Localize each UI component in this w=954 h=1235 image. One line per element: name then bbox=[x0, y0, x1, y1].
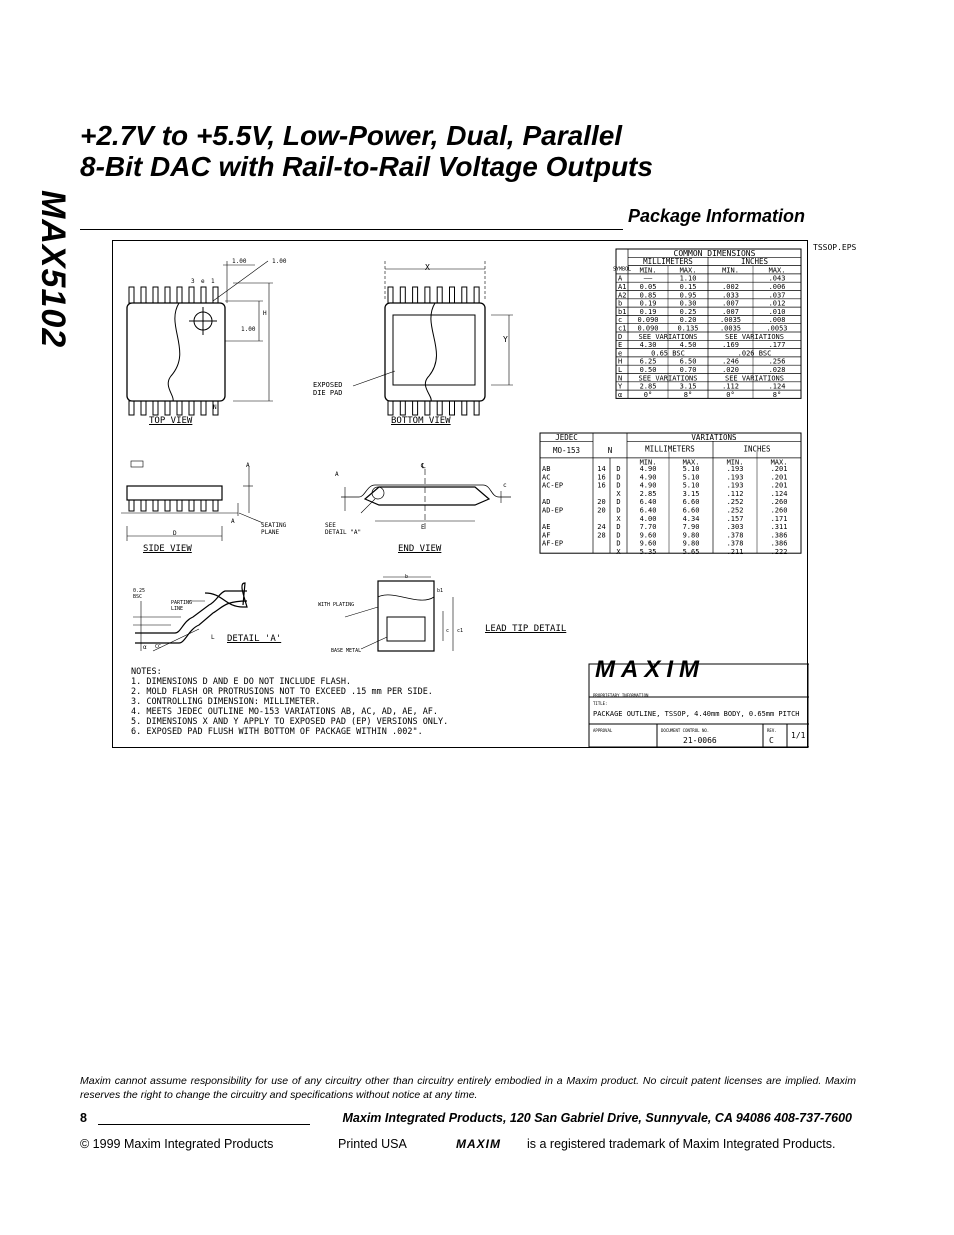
common-value-cell: 0.090 bbox=[637, 316, 659, 325]
common-symbol-cell: A1 bbox=[618, 283, 627, 291]
variations-value-cell: 5.10 bbox=[682, 473, 700, 482]
variations-n-cell: 16 bbox=[597, 481, 606, 490]
variations-part-cell: AF-EP bbox=[542, 539, 564, 548]
variations-n-cell: 14 bbox=[597, 465, 606, 473]
file-tag: TSSOP.EPS bbox=[813, 243, 857, 252]
common-minmax-header: MIN. bbox=[639, 266, 657, 275]
variations-dim-cell: X bbox=[616, 548, 621, 556]
common-value-cell: —— bbox=[643, 274, 653, 283]
variations-value-cell: 4.00 bbox=[639, 514, 657, 523]
common-value-cell: 0.85 bbox=[639, 291, 657, 300]
variations-value-cell: 9.60 bbox=[639, 539, 657, 548]
title-line-2: 8-Bit DAC with Rail-to-Rail Voltage Outputs bbox=[80, 151, 653, 182]
callout-parting-2: LINE bbox=[171, 606, 184, 612]
note-5: 5. DIMENSIONS X AND Y APPLY TO EXPOSED PAD (EP) VERSIONS ONLY. bbox=[131, 717, 449, 727]
variations-part-cell: AD bbox=[542, 498, 551, 507]
callout-a: A bbox=[246, 462, 250, 469]
variations-dim-cell: D bbox=[616, 531, 621, 540]
trademark-text: is a registered trademark of Maxim Integrated Products. bbox=[527, 1137, 836, 1151]
common-value-cell: .043 bbox=[768, 274, 786, 283]
common-symbol-cell: Y bbox=[618, 382, 623, 391]
variations-mm-header: MILLIMETERS bbox=[645, 444, 695, 454]
footer-rule bbox=[98, 1124, 310, 1125]
callout-a2: A bbox=[335, 471, 339, 478]
variations-header: VARIATIONS bbox=[691, 432, 737, 442]
common-value-cell: .007 bbox=[722, 299, 739, 308]
common-value-cell: 0.15 bbox=[679, 283, 697, 291]
common-value-cell: .0035 bbox=[719, 324, 742, 333]
common-minmax-header: MAX. bbox=[768, 266, 786, 275]
common-value-cell: .124 bbox=[768, 382, 786, 391]
common-symbol-header: SYMBOL bbox=[612, 266, 632, 273]
copyright: © 1999 Maxim Integrated Products bbox=[80, 1137, 274, 1151]
common-symbol-cell: A bbox=[618, 274, 623, 283]
variations-part-cell: AC bbox=[542, 473, 551, 482]
common-value-cell: 3.15 bbox=[679, 382, 697, 391]
package-outline-drawing bbox=[112, 240, 857, 748]
common-symbol-cell: L bbox=[618, 366, 623, 374]
variations-value-cell: 9.60 bbox=[639, 531, 657, 540]
variations-dim-cell: X bbox=[616, 514, 621, 523]
variations-n-cell: 16 bbox=[597, 473, 606, 482]
common-symbol-cell: H bbox=[618, 357, 623, 366]
rev-label: REV. bbox=[767, 728, 777, 733]
variations-value-cell: 5.10 bbox=[682, 465, 700, 473]
title-label: TITLE: bbox=[593, 701, 608, 706]
footer-row bbox=[80, 1111, 856, 1127]
common-value-cell: 0.05 bbox=[639, 283, 657, 291]
variations-value-cell: .112 bbox=[726, 489, 744, 498]
common-span-cell: SEE VARIATIONS bbox=[724, 374, 785, 383]
common-minmax-header: MIN. bbox=[722, 266, 739, 275]
callout-cc: CC bbox=[155, 644, 162, 650]
title-value: PACKAGE OUTLINE, TSSOP, 4.40mm BODY, 0.65mm PITCH bbox=[593, 710, 800, 718]
common-value-cell: 0.70 bbox=[679, 366, 697, 374]
variations-value-cell: 4.90 bbox=[639, 473, 657, 482]
part-number-side-label bbox=[18, 180, 78, 380]
bottom-view-label: BOTTOM VIEW bbox=[391, 416, 451, 426]
common-value-cell: .037 bbox=[768, 291, 786, 300]
variations-n-cell: 24 bbox=[597, 523, 606, 532]
variations-n-cell: 28 bbox=[597, 531, 606, 540]
common-value-cell: .010 bbox=[768, 307, 786, 316]
callout-h: H bbox=[263, 310, 267, 317]
variations-part-cell: AD-EP bbox=[542, 506, 564, 515]
callout-n: N bbox=[213, 404, 217, 411]
common-dimensions-title: COMMON DIMENSIONS bbox=[673, 248, 756, 258]
variations-dim-cell: D bbox=[616, 481, 621, 490]
variations-value-cell: .193 bbox=[726, 473, 744, 482]
maxim-trademark-logo: MAXIM bbox=[456, 1137, 501, 1151]
callout-bsc-025-2: BSC bbox=[133, 594, 143, 600]
common-value-cell: .012 bbox=[768, 299, 786, 308]
variations-value-cell: 6.60 bbox=[682, 506, 700, 515]
callout-exposed-pad-1: EXPOSED bbox=[313, 381, 343, 389]
variations-dim-cell: D bbox=[616, 539, 621, 548]
common-value-cell: 0.19 bbox=[639, 299, 657, 308]
note-3: 3. CONTROLLING DIMENSION: MILLIMETER. bbox=[131, 697, 321, 707]
callout-1-00-top: 1.00 bbox=[232, 258, 247, 265]
detail-a-label: DETAIL 'A' bbox=[227, 634, 282, 644]
common-value-cell: 0.30 bbox=[679, 299, 697, 308]
note-2: 2. MOLD FLASH OR PROTRUSIONS NOT TO EXCEED .15 mm PER SIDE. bbox=[131, 687, 433, 697]
callout-parting-1: PARTING bbox=[171, 600, 193, 606]
approval-label: APPROVAL bbox=[593, 728, 613, 733]
common-value-cell: .0053 bbox=[766, 324, 788, 333]
common-value-cell: 0.090 bbox=[637, 324, 659, 333]
variations-part-cell: AC-EP bbox=[542, 481, 564, 490]
callout-3: 3 bbox=[191, 278, 195, 285]
datasheet-title bbox=[80, 120, 900, 182]
side-view-label: SIDE VIEW bbox=[143, 544, 192, 554]
note-4: 4. MEETS JEDEC OUTLINE MO-153 VARIATIONS AB, AC, AD, AE, AF. bbox=[131, 707, 439, 717]
common-value-cell: 2.85 bbox=[639, 382, 657, 391]
variations-value-cell: .201 bbox=[770, 473, 788, 482]
variations-value-cell: .260 bbox=[770, 506, 788, 515]
callout-1-00-side: 1.00 bbox=[241, 326, 256, 333]
variations-minmax-header: MAX. bbox=[770, 458, 788, 467]
common-span-cell: 0.65 BSC bbox=[651, 349, 685, 358]
variations-value-cell: 4.90 bbox=[639, 481, 657, 490]
variations-n-cell: 20 bbox=[597, 506, 606, 515]
common-value-cell: 4.30 bbox=[639, 341, 657, 350]
variations-value-cell: 4.90 bbox=[639, 465, 657, 473]
top-view-label: TOP VIEW bbox=[149, 416, 193, 426]
variations-part-cell: AB bbox=[542, 465, 551, 473]
callout-y: Y bbox=[503, 335, 508, 344]
variations-value-cell: .260 bbox=[770, 498, 788, 507]
callout-seating-plane-1: SEATING bbox=[261, 522, 287, 529]
variations-value-cell: 5.10 bbox=[682, 481, 700, 490]
variations-dim-cell: D bbox=[616, 465, 621, 473]
callout-exposed-pad-2: DIE PAD bbox=[313, 389, 343, 397]
variations-value-cell: .303 bbox=[726, 523, 744, 532]
common-span-cell: SEE VARIATIONS bbox=[638, 374, 698, 383]
variations-dim-cell: D bbox=[616, 498, 621, 507]
part-number-text: MAX5102 bbox=[34, 190, 72, 349]
variations-value-cell: .386 bbox=[770, 539, 788, 548]
common-symbol-cell: b bbox=[618, 299, 623, 308]
callout-e: e bbox=[201, 278, 205, 285]
variations-value-cell: .193 bbox=[726, 465, 744, 473]
common-value-cell: 0° bbox=[726, 390, 735, 399]
common-symbol-cell: α bbox=[618, 390, 623, 399]
proprietary-label: PROPRIETARY INFORMATION bbox=[593, 693, 649, 698]
common-symbol-cell: e bbox=[618, 349, 623, 358]
maxim-logo: MAXIM bbox=[595, 656, 705, 683]
variations-dim-cell: D bbox=[616, 523, 621, 532]
callout-b1: b1 bbox=[437, 588, 444, 594]
rev-value: C bbox=[769, 736, 774, 745]
callout-e-end: E bbox=[421, 524, 425, 531]
common-value-cell: 6.25 bbox=[639, 357, 657, 366]
callout-x: X bbox=[425, 263, 430, 272]
variations-n-cell: 20 bbox=[597, 498, 606, 507]
common-symbol-cell: b1 bbox=[618, 307, 627, 316]
common-value-cell: .028 bbox=[768, 366, 786, 374]
variations-value-cell: 4.34 bbox=[682, 514, 700, 523]
common-value-cell: 0.25 bbox=[679, 307, 697, 316]
printed-usa: Printed USA bbox=[338, 1137, 407, 1151]
common-value-cell: 6.50 bbox=[679, 357, 697, 366]
variations-value-cell: .193 bbox=[726, 481, 744, 490]
doc-control-label: DOCUMENT CONTROL NO. bbox=[661, 728, 710, 733]
drawing-labels bbox=[113, 241, 857, 749]
common-span-cell: .026 BSC bbox=[737, 349, 772, 358]
callout-c1: c1 bbox=[457, 628, 464, 634]
common-symbol-cell: c bbox=[618, 316, 623, 325]
callout-c-small: c bbox=[446, 628, 450, 634]
notes-title: NOTES: bbox=[131, 667, 162, 677]
variations-value-cell: 6.40 bbox=[639, 506, 657, 515]
callout-see-2: DETAIL "A" bbox=[325, 529, 362, 536]
variations-dim-cell: X bbox=[616, 489, 621, 498]
variations-value-cell: .124 bbox=[770, 489, 788, 498]
variations-mo-header: MO-153 bbox=[552, 445, 581, 455]
variations-value-cell: .222 bbox=[770, 548, 788, 556]
variations-value-cell: 2.85 bbox=[639, 489, 657, 498]
variations-value-cell: 7.70 bbox=[639, 523, 657, 532]
common-span-cell: SEE VARIATIONS bbox=[724, 332, 785, 341]
variations-jedec-header: JEDEC bbox=[555, 432, 578, 442]
common-value-cell: .008 bbox=[768, 316, 786, 325]
doc-control-value: 21-0066 bbox=[683, 736, 717, 745]
common-value-cell: 0.19 bbox=[639, 307, 657, 316]
common-value-cell: .033 bbox=[722, 291, 739, 300]
common-value-cell: .0035 bbox=[719, 316, 742, 325]
common-symbol-cell: A2 bbox=[618, 291, 627, 300]
end-view-label: END VIEW bbox=[398, 544, 442, 554]
common-value-cell: 0° bbox=[643, 390, 653, 399]
variations-n-header: N bbox=[607, 445, 613, 455]
variations-part-cell: AF bbox=[542, 531, 551, 540]
callout-alpha: α bbox=[143, 644, 147, 651]
variations-in-header: INCHES bbox=[743, 444, 771, 454]
common-value-cell: .002 bbox=[722, 283, 739, 291]
common-symbol-cell: E bbox=[618, 341, 623, 350]
callout-1: 1 bbox=[211, 278, 215, 285]
callout-c: c bbox=[503, 482, 507, 489]
variations-value-cell: 6.40 bbox=[639, 498, 657, 507]
common-symbol-cell: D bbox=[618, 332, 623, 341]
common-in-header: INCHES bbox=[740, 257, 769, 267]
common-value-cell: 0.50 bbox=[639, 366, 657, 374]
variations-value-cell: .211 bbox=[726, 548, 744, 556]
common-value-cell: .177 bbox=[768, 341, 786, 350]
variations-minmax-header: MAX. bbox=[682, 458, 700, 467]
variations-value-cell: .201 bbox=[770, 481, 788, 490]
variations-value-cell: .252 bbox=[726, 498, 744, 507]
common-value-cell: 0.20 bbox=[679, 316, 697, 325]
callout-see-1: SEE bbox=[325, 522, 336, 529]
variations-value-cell: 6.60 bbox=[682, 498, 700, 507]
callout-1-00-right: 1.00 bbox=[272, 258, 287, 265]
common-mm-header: MILLIMETERS bbox=[643, 257, 693, 267]
common-value-cell: .246 bbox=[722, 357, 739, 366]
callout-cl: ℄ bbox=[421, 462, 426, 470]
common-value-cell: 1.10 bbox=[679, 274, 697, 283]
note-1: 1. DIMENSIONS D AND E DO NOT INCLUDE FLASH. bbox=[131, 677, 352, 687]
callout-a1: A bbox=[231, 518, 235, 525]
variations-value-cell: 3.15 bbox=[682, 489, 700, 498]
variations-value-cell: 5.35 bbox=[639, 548, 657, 556]
variations-dim-cell: D bbox=[616, 473, 621, 482]
common-value-cell: .007 bbox=[722, 307, 739, 316]
variations-minmax-header: MIN. bbox=[639, 458, 657, 467]
variations-value-cell: 9.80 bbox=[682, 539, 700, 548]
variations-value-cell: .157 bbox=[726, 514, 744, 523]
variations-value-cell: 7.90 bbox=[682, 523, 700, 532]
common-span-cell: SEE VARIATIONS bbox=[638, 332, 698, 341]
variations-value-cell: .311 bbox=[770, 523, 788, 532]
common-value-cell: 8° bbox=[772, 390, 782, 399]
variations-part-cell: AE bbox=[542, 523, 551, 532]
disclaimer: Maxim cannot assume responsibility for use of any circuitry other than circuitry entirely embodied in a Maxim product. No circuit patent licenses are implied. Maxim reserves the right to change the circuitry and specifications without notice at any time. bbox=[80, 1075, 856, 1101]
page-number: 8 bbox=[80, 1111, 87, 1125]
callout-d: D bbox=[173, 530, 177, 537]
callout-l: L bbox=[211, 634, 215, 641]
variations-value-cell: 5.65 bbox=[682, 548, 700, 556]
callout-seating-plane-2: PLANE bbox=[261, 529, 280, 536]
variations-value-cell: 9.80 bbox=[682, 531, 700, 540]
callout-base-metal: BASE METAL bbox=[331, 648, 362, 654]
common-value-cell: 0.135 bbox=[677, 324, 699, 333]
title-block bbox=[589, 656, 809, 747]
notes-block bbox=[131, 667, 448, 737]
common-minmax-header: MAX. bbox=[679, 266, 697, 275]
common-value-cell: .112 bbox=[722, 382, 739, 391]
common-value-cell: .256 bbox=[768, 357, 786, 366]
section-rule bbox=[80, 229, 623, 230]
variations-value-cell: .171 bbox=[770, 514, 788, 523]
variations-value-cell: .201 bbox=[770, 465, 788, 473]
common-value-cell: 8° bbox=[683, 390, 693, 399]
sheet-value: 1/1 bbox=[791, 731, 806, 740]
callout-b: b bbox=[405, 574, 409, 580]
common-symbol-cell: N bbox=[618, 374, 623, 383]
variations-value-cell: .378 bbox=[726, 539, 744, 548]
common-value-cell: .006 bbox=[768, 283, 786, 291]
section-title: Package Information bbox=[628, 206, 806, 226]
variations-value-cell: .386 bbox=[770, 531, 788, 540]
common-value-cell: .020 bbox=[722, 366, 739, 374]
common-value-cell: .169 bbox=[722, 341, 739, 350]
lead-tip-label: LEAD TIP DETAIL bbox=[485, 624, 567, 634]
copyright-row bbox=[80, 1137, 856, 1153]
callout-with-plating: WITH PLATING bbox=[318, 602, 355, 608]
title-line-1: +2.7V to +5.5V, Low-Power, Dual, Parallel bbox=[80, 120, 623, 151]
variations-dim-cell: D bbox=[616, 506, 621, 515]
company-address: Maxim Integrated Products, 120 San Gabriel Drive, Sunnyvale, CA 94086 408-737-7600 bbox=[342, 1111, 852, 1125]
common-value-cell: 0.95 bbox=[679, 291, 697, 300]
variations-value-cell: .378 bbox=[726, 531, 744, 540]
callout-bsc-025-1: 0.25 bbox=[133, 588, 146, 594]
common-value-cell: 4.50 bbox=[679, 341, 697, 350]
note-6: 6. EXPOSED PAD FLUSH WITH BOTTOM OF PACKAGE WITHIN .002". bbox=[131, 727, 423, 737]
variations-value-cell: .252 bbox=[726, 506, 744, 515]
common-symbol-cell: c1 bbox=[618, 324, 627, 333]
variations-minmax-header: MIN. bbox=[726, 458, 744, 467]
